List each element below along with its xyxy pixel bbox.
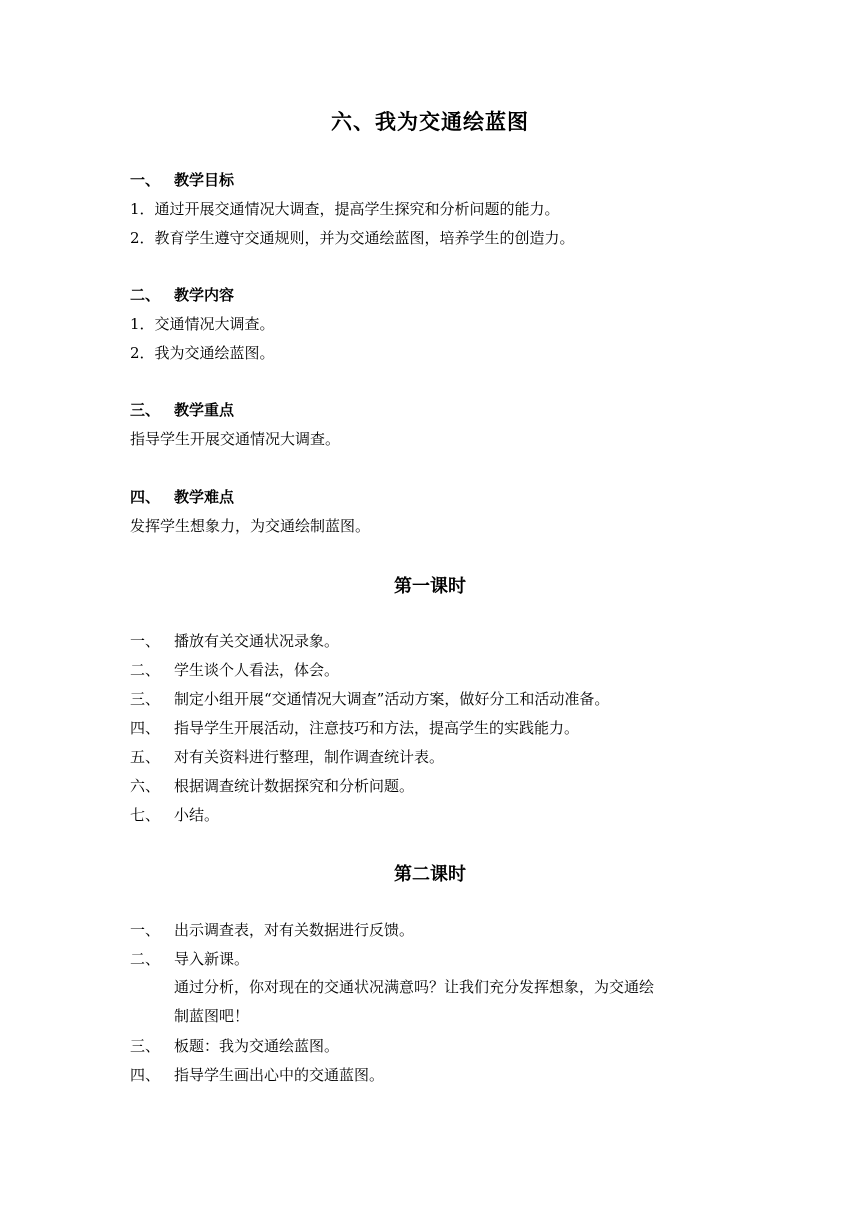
step-number: 三、 (130, 1037, 161, 1055)
objective-item: 1．通过开展交通情况大调查，提高学生探究和分析问题的能力。 (130, 200, 560, 218)
section-heading-objectives (130, 170, 234, 190)
step-text: 播放有关交通状况录象。 (174, 632, 340, 650)
section-heading-text: 教学内容 (174, 286, 235, 304)
step-number: 二、 (130, 661, 161, 679)
step-text: 指导学生开展活动，注意技巧和方法，提高学生的实践能力。 (174, 719, 580, 737)
step-text: 根据调查统计数据探究和分析问题。 (174, 777, 415, 795)
step-text: 制定小组开展“交通情况大调查”活动方案，做好分工和活动准备。 (174, 690, 610, 708)
step-number: 六、 (130, 777, 161, 795)
section-number: 三、 (130, 401, 161, 419)
step-number: 三、 (130, 690, 161, 708)
step-number: 二、 (130, 950, 161, 968)
key-point-text: 指导学生开展交通情况大调查。 (130, 430, 341, 448)
section-heading-text: 教学难点 (174, 488, 235, 506)
lesson-1-step (130, 631, 339, 651)
step-text: 小结。 (174, 806, 220, 824)
step-text: 板题：我为交通绘蓝图。 (174, 1037, 340, 1055)
section-heading-text: 教学目标 (174, 171, 235, 189)
step-number: 四、 (130, 719, 161, 737)
step-detail-line: 通过分析，你对现在的交通状况满意吗？让我们充分发挥想象，为交通绘 (174, 978, 655, 996)
section-heading-text: 教学重点 (174, 401, 235, 419)
lesson-2-title: 第二课时 (394, 864, 466, 885)
step-number: 四、 (130, 1066, 161, 1084)
lesson-2-step (130, 920, 414, 940)
step-number: 一、 (130, 921, 161, 939)
step-detail-line: 制蓝图吧！ (174, 1007, 250, 1025)
step-text: 学生谈个人看法，体会。 (174, 661, 340, 679)
lesson-1-step (130, 776, 414, 796)
lesson-2-step (130, 1036, 339, 1056)
step-text: 指导学生画出心中的交通蓝图。 (174, 1066, 385, 1084)
lesson-1-step (130, 747, 444, 767)
section-number: 二、 (130, 286, 161, 304)
lesson-1-step (130, 660, 339, 680)
lesson-1-title: 第一课时 (394, 576, 466, 597)
section-number: 一、 (130, 171, 161, 189)
section-heading-difficulties (130, 487, 234, 507)
objective-item: 2．教育学生遵守交通规则，并为交通绘蓝图，培养学生的创造力。 (130, 229, 575, 247)
lesson-2-step (130, 949, 249, 969)
section-heading-key-points (130, 400, 234, 420)
step-number: 五、 (130, 748, 161, 766)
document-title: 六、我为交通绘蓝图 (331, 109, 529, 134)
section-heading-content (130, 285, 234, 305)
step-text: 导入新课。 (174, 950, 250, 968)
lesson-2-step (130, 1065, 384, 1085)
step-text: 出示调查表，对有关数据进行反馈。 (174, 921, 415, 939)
step-number: 七、 (130, 806, 161, 824)
lesson-1-step (130, 689, 609, 709)
difficulty-text: 发挥学生想象力，为交通绘制蓝图。 (130, 517, 371, 535)
step-text: 对有关资料进行整理，制作调查统计表。 (174, 748, 445, 766)
content-item: 2．我为交通绘蓝图。 (130, 344, 275, 362)
lesson-1-step (130, 805, 219, 825)
lesson-1-step (130, 718, 579, 738)
step-number: 一、 (130, 632, 161, 650)
section-number: 四、 (130, 488, 161, 506)
content-item: 1．交通情况大调查。 (130, 315, 275, 333)
